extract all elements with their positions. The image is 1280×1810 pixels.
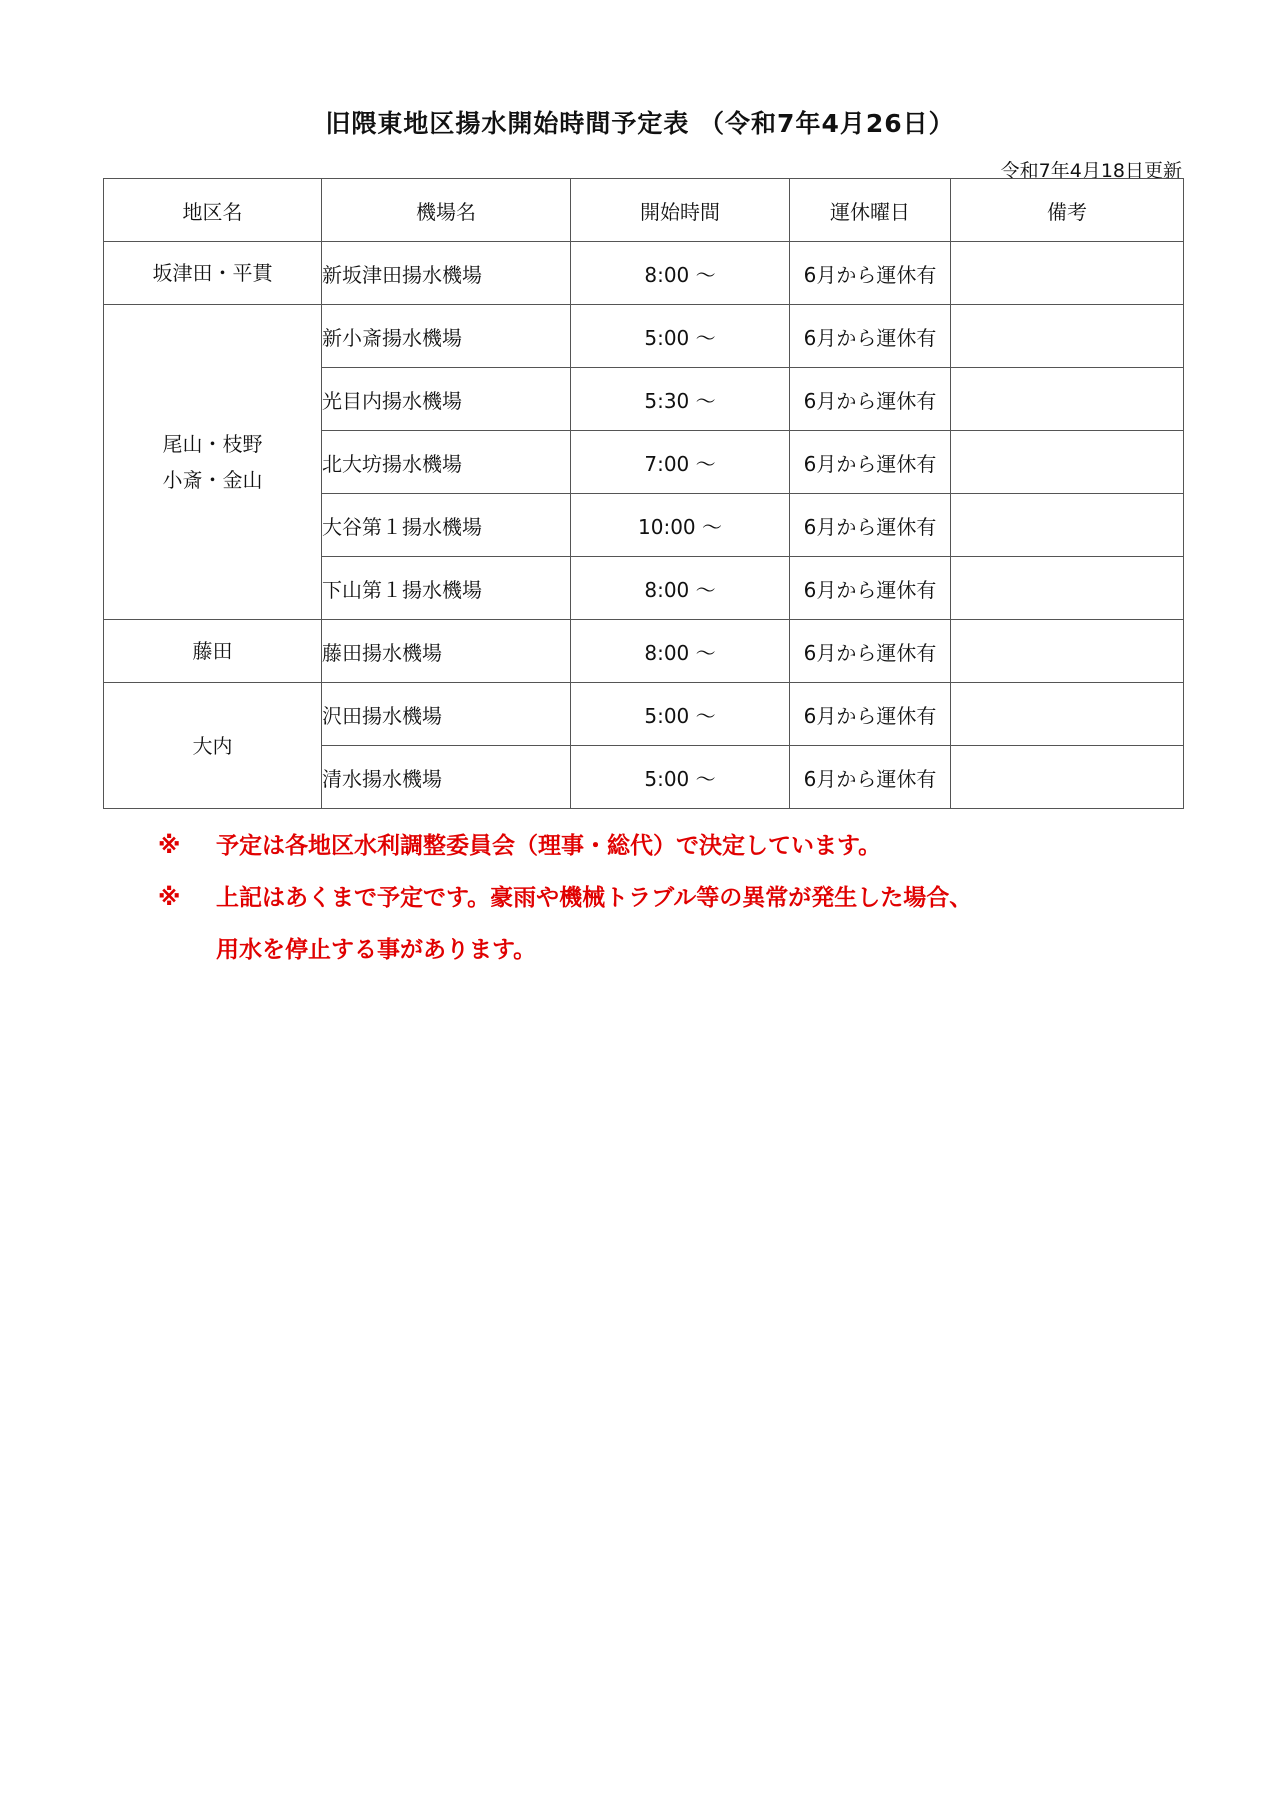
updated-date: 令和7年4月18日更新 — [1000, 160, 1182, 182]
start-time: 5:00 〜 — [571, 305, 790, 368]
start-time: 5:00 〜 — [571, 683, 790, 746]
note-text: 予定は各地区水利調整委員会（理事・総代）で決定しています。 — [216, 833, 882, 859]
table-row — [104, 242, 1184, 305]
station-name: 藤田揚水機場 — [322, 620, 571, 683]
schedule-table — [103, 178, 1184, 809]
station-name: 北大坊揚水機場 — [322, 431, 571, 494]
closed-days: 6月から運休有 — [790, 683, 951, 746]
page-title: 旧隈東地区揚水開始時間予定表 （令和7年4月26日） — [325, 109, 955, 138]
start-time: 5:00 〜 — [571, 746, 790, 809]
closed-days: 6月から運休有 — [790, 620, 951, 683]
district-cell — [104, 683, 322, 809]
table-row — [104, 620, 1184, 683]
header-start-time: 開始時間 — [571, 179, 790, 242]
station-name: 光目内揚水機場 — [322, 368, 571, 431]
header-station: 機場名 — [322, 179, 571, 242]
start-time: 10:00 〜 — [571, 494, 790, 557]
district-name: 小斎・金山 — [162, 468, 263, 492]
closed-days: 6月から運休有 — [790, 368, 951, 431]
district-cell — [104, 242, 322, 305]
note-text: 上記はあくまで予定です。豪雨や機械トラブル等の異常が発生した場合、 — [216, 885, 973, 911]
header-remarks: 備考 — [951, 179, 1184, 242]
header-district: 地区名 — [104, 179, 322, 242]
district-name: 大内 — [192, 733, 233, 758]
closed-days: 6月から運休有 — [790, 305, 951, 368]
district-name: 尾山・枝野 — [162, 432, 263, 456]
station-name: 清水揚水機場 — [322, 746, 571, 809]
table-row — [104, 305, 1184, 368]
closed-days: 6月から運休有 — [790, 431, 951, 494]
station-name: 大谷第１揚水機場 — [322, 494, 571, 557]
start-time: 8:00 〜 — [571, 242, 790, 305]
remarks — [951, 557, 1184, 620]
note-text: 用水を停止する事があります。 — [216, 937, 537, 963]
station-name: 沢田揚水機場 — [322, 683, 571, 746]
remarks — [951, 746, 1184, 809]
district-cell — [104, 305, 322, 620]
closed-days: 6月から運休有 — [790, 557, 951, 620]
remarks — [951, 242, 1184, 305]
remarks — [951, 494, 1184, 557]
closed-days: 6月から運休有 — [790, 746, 951, 809]
closed-days: 6月から運休有 — [790, 494, 951, 557]
header-row — [104, 179, 1184, 242]
closed-days: 6月から運休有 — [790, 242, 951, 305]
remarks — [951, 620, 1184, 683]
station-name: 下山第１揚水機場 — [322, 557, 571, 620]
table-row — [104, 683, 1184, 746]
start-time: 8:00 〜 — [571, 557, 790, 620]
note-mark: ※ — [158, 885, 181, 911]
header-closed-days: 運休曜日 — [790, 179, 951, 242]
start-time: 8:00 〜 — [571, 620, 790, 683]
district-name: 坂津田・平貫 — [152, 261, 273, 285]
district-name: 藤田 — [192, 639, 233, 663]
remarks — [951, 431, 1184, 494]
start-time: 7:00 〜 — [571, 431, 790, 494]
remarks — [951, 683, 1184, 746]
district-cell — [104, 620, 322, 683]
start-time: 5:30 〜 — [571, 368, 790, 431]
note-mark: ※ — [158, 833, 181, 859]
remarks — [951, 368, 1184, 431]
station-name: 新小斎揚水機場 — [322, 305, 571, 368]
station-name: 新坂津田揚水機場 — [322, 242, 571, 305]
remarks — [951, 305, 1184, 368]
